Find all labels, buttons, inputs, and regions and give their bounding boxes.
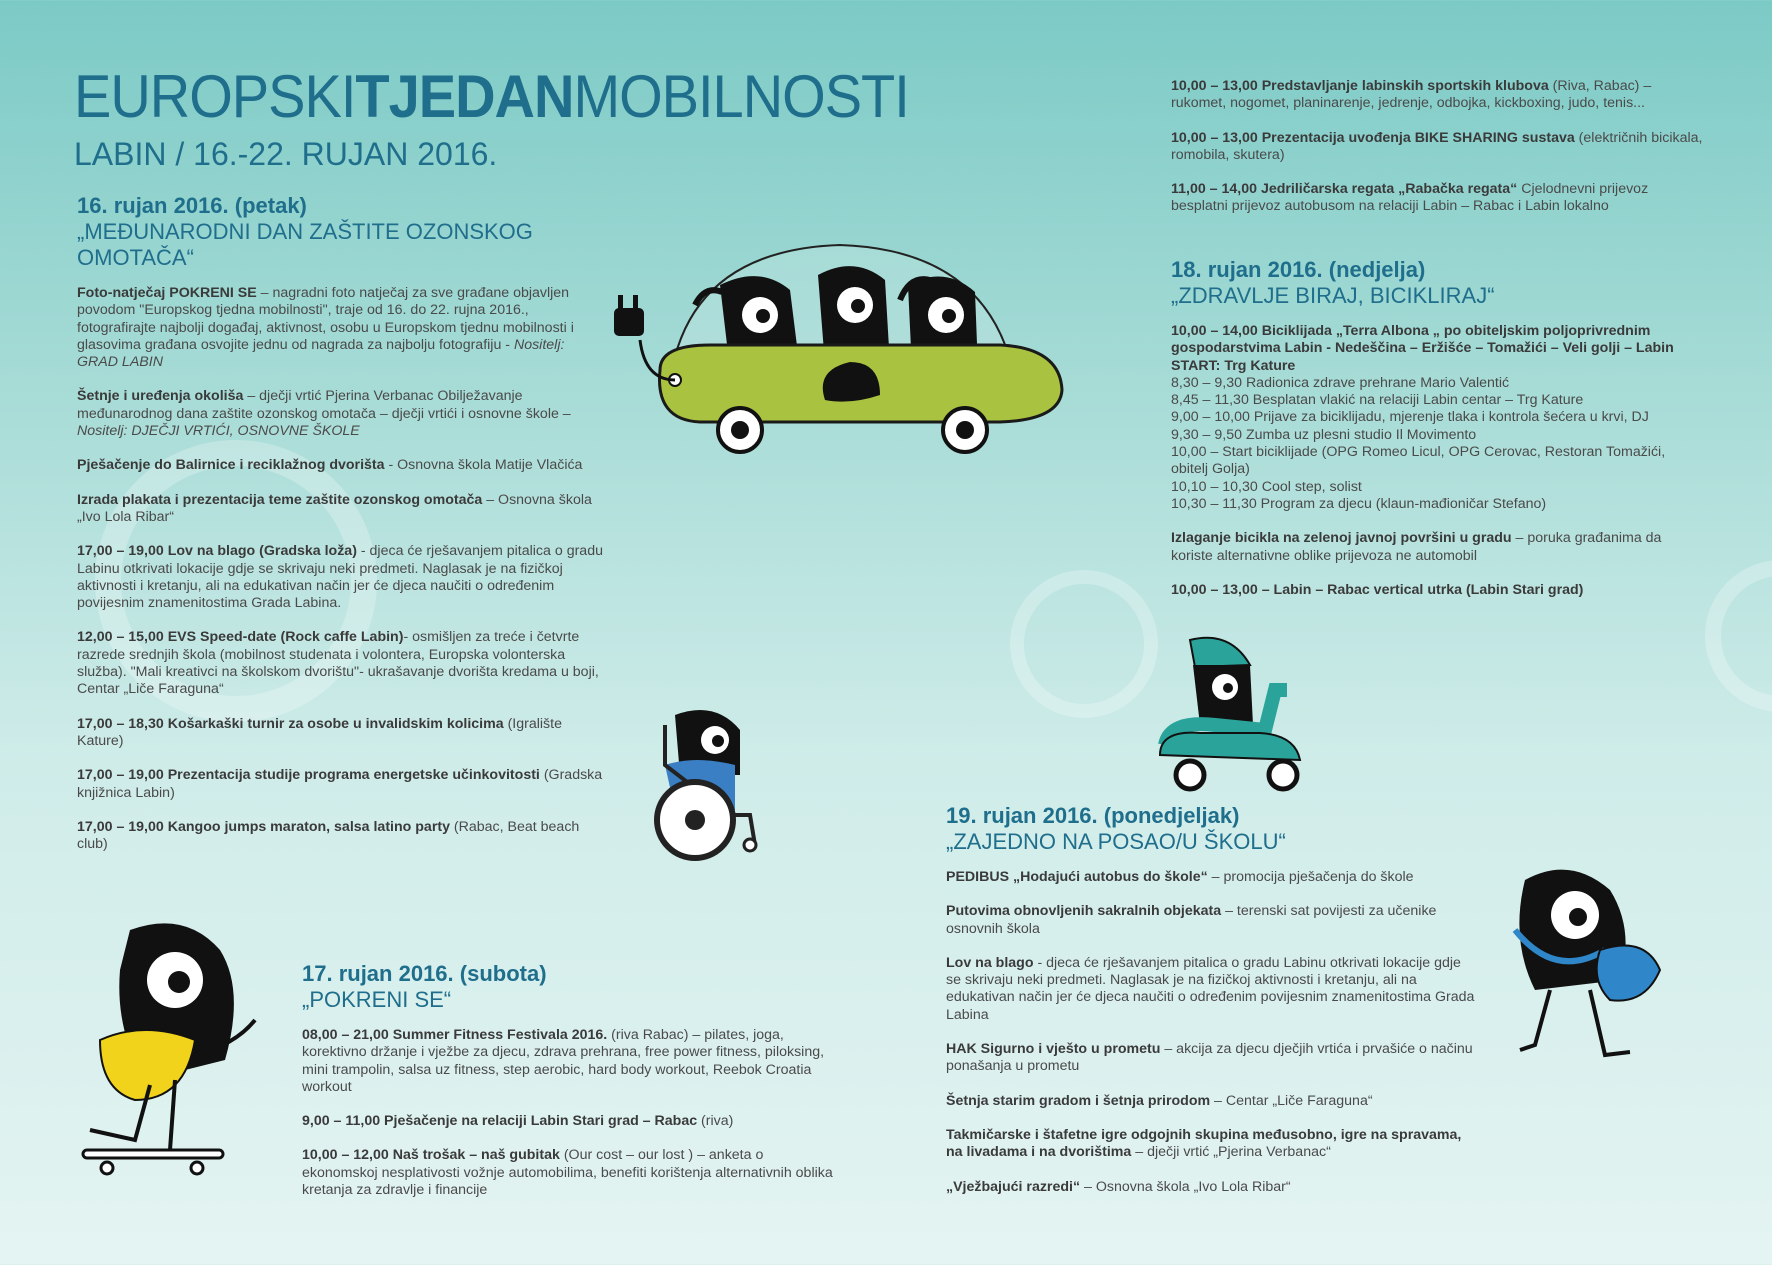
day17-item-text: (Our cost – our lost ) – anketa o ekonomskoj nesplativosti vožnje automobilima, benefiti korištenja alternativnih oblika kretanja za zdravlje i financije — [302, 1147, 833, 1199]
day16-item-text: - djeca će rješavanjem pitalica o gradu Labinu otkrivati lokacije gdje se skrivaju neki predmeti. Naglasak je na fizičkoj aktivnosti i kretanju, ali na edukativan način jer će djeca naučiti o određenim povijesnim znamenitostima Grada Labina. — [77, 543, 603, 612]
day16-list — [77, 285, 605, 853]
day17-date: 17. rujan 2016. (subota) — [302, 961, 547, 986]
day16-item — [77, 388, 605, 440]
day17-item-title: 08,00 – 21,00 Summer Fitness Festivala 2016. — [302, 1027, 608, 1043]
day16-item-title: Pješačenje do Balirnice i reciklažnog dvorišta — [77, 457, 385, 474]
day18-schedule-line: 8,45 – 11,30 Besplatan vlakić na relaciji Labin centar – Trg Kature — [1171, 392, 1584, 409]
day16-item — [77, 457, 605, 474]
day18-section — [1171, 257, 1703, 616]
day17-item-text: (riva Rabac) – pilates, joga, korektivno držanje i vježbe za djecu, zdrava prehrana, free power fitness, piloksing, mini trampolin, salsa uz fitness, step aerobic, hard body workout, Reebok Croatia workout — [302, 1027, 825, 1095]
day19-item — [946, 869, 1476, 886]
day16-item-organizer: Nositelj: GRAD LABIN — [77, 336, 565, 371]
day17-continued-item-text: Cjelodnevni prijevoz besplatni prijevoz autobusom na relaciji Labin – Rabac i Labin lokalno — [1171, 181, 1649, 215]
day19-item-title: Putovima obnovljenih sakralnih objekata — [946, 903, 1222, 920]
day19-item-text: - djeca će rješavanjem pitalica o gradu Labinu otkrivati lokacije gdje se skrivaju neki predmeti. Naglasak je na fizičkoj aktivnosti i kretanju, ali na edukativan način jer će djeca naučiti o određenim povijesnim znamenitostima Grada Labina — [946, 954, 1475, 1023]
gear-icon — [1705, 560, 1772, 712]
day16-theme: „MEĐUNARODNI DAN ZAŠTITE OZONSKOG OMOTAČA“ — [77, 219, 533, 270]
day16-item-title: 17,00 – 19,00 Kangoo jumps maraton, salsa latino party — [77, 818, 450, 835]
day17-continued-item — [1171, 130, 1703, 165]
day17-continued-list — [1171, 78, 1703, 216]
day18-theme: „ZDRAVLJE BIRAJ, BICIKLIRAJ“ — [1171, 283, 1495, 308]
day17-continued-item-title: 10,00 – 13,00 Predstavljanje labinskih sportskih klubova — [1171, 78, 1549, 94]
day16-item — [77, 629, 605, 698]
day18-item1-schedule — [1171, 375, 1665, 512]
day16-item-title: 17,00 – 19,00 Lov na blago (Gradska loža) — [77, 543, 357, 560]
scooter-character — [1155, 635, 1315, 795]
day19-item — [946, 955, 1476, 1024]
day17-theme: „POKRENI SE“ — [302, 987, 452, 1012]
skateboard-character — [75, 910, 275, 1185]
day17-section — [302, 961, 842, 1216]
day19-item — [946, 1179, 1476, 1196]
day16-item-title: 17,00 – 19,00 Prezentacija studije programa energetske učinkovitosti — [77, 767, 540, 784]
day19-list — [946, 869, 1476, 1196]
day16-item-text: – nagradni foto natječaj za sve građane objavljen povodom "Europskog tjedna mobilnosti", traje od 16. do 22. rujna 2016., fotografirajte najbolji događaj, aktivnost, osobu u Europskom tjednu mobilnosti i glasovima građana osvojite jednu od nagrada za najbolju fotografiju - — [77, 285, 574, 353]
day16-item-text: (Gradska knjižnica Labin) — [77, 767, 603, 801]
day16-item — [77, 492, 605, 527]
day17-item-title: 10,00 – 12,00 Naš trošak – naš gubitak — [302, 1147, 560, 1164]
page-title — [74, 61, 909, 130]
day19-item-title: Lov na blago — [946, 954, 1034, 971]
title-part-europski: EUROPSKI — [74, 61, 356, 130]
day18-schedule-line: 10,10 – 10,30 Cool step, solist — [1171, 478, 1362, 495]
day19-item — [946, 903, 1476, 938]
day17-item — [302, 1027, 842, 1096]
day17-item — [302, 1147, 842, 1199]
day18-item-izlaganje — [1171, 530, 1703, 565]
day17-item-text: (riva) — [697, 1113, 734, 1130]
day18-item2-text: – poruka građanima da koriste alternativne oblike prijevoza ne automobil — [1171, 530, 1662, 564]
day17-item — [302, 1113, 842, 1130]
day19-item-text: – terenski sat povijesti za učenike osnovnih škola — [946, 903, 1437, 937]
day17-item-title: 9,00 – 11,00 Pješačenje na relaciji Labin Stari grad – Rabac — [302, 1113, 698, 1130]
gear-icon — [1010, 570, 1158, 718]
day19-item-text: – Centar „Liče Faraguna“ — [1210, 1092, 1373, 1109]
title-part-mobilnosti: MOBILNOSTI — [573, 61, 909, 130]
day19-item-text: – Osnovna škola „Ivo Lola Ribar“ — [1080, 1178, 1291, 1195]
day17-continued-section — [1171, 78, 1703, 233]
day16-item-text: - Osnovna škola Matije Vlačića — [384, 457, 583, 474]
page-subtitle: LABIN / 16.-22. RUJAN 2016. — [74, 136, 498, 172]
day18-schedule-line: 8,30 – 9,30 Radionica zdrave prehrane Mario Valentić — [1171, 374, 1510, 391]
day16-item — [77, 767, 605, 802]
day19-item-title: Takmičarske i štafetne igre odgojnih skupina međusobno, igre na spravama, na livadama i na dvorištima — [946, 1126, 1462, 1161]
day16-item-text: – Osnovna škola „Ivo Lola Ribar“ — [77, 491, 592, 525]
electric-car-illustration — [600, 230, 1070, 470]
day16-item-title: Šetnje i uređenja okoliša — [77, 388, 244, 405]
day18-item1-title: 10,00 – 14,00 Biciklijada „Terra Albona „ po obiteljskim poljoprivrednim gospodarstvima Labin - Nedeščina – Eržišće – Tomažići – Veli golji – Labin — [1171, 323, 1674, 357]
day16-item — [77, 819, 605, 854]
day16-item-text: - osmišljen za treće i četvrte razrede srednjih škola (mobilnost studenata i volontera, Europska volonterska služba). "Mali kreativci na školskom dvorištu"- ukrašavanje dvorišta kredama u boji, Centar „Liče Faraguna“ — [77, 629, 599, 698]
day18-schedule-line: 9,30 – 9,50 Zumba uz plesni studio Il Movimento — [1171, 426, 1477, 443]
day16-item — [77, 285, 605, 371]
day18-date: 18. rujan 2016. (nedjelja) — [1171, 257, 1426, 282]
day17-continued-item — [1171, 78, 1703, 113]
day18-item1-start: START: Trg Kature — [1171, 357, 1296, 374]
day18-item-vertical — [1171, 582, 1703, 599]
day19-item — [946, 1127, 1476, 1162]
day17-continued-item-text: (električnih bicikala, romobila, skutera) — [1171, 129, 1703, 163]
day16-section — [77, 193, 605, 870]
day18-schedule-line: 10,30 – 11,30 Program za djecu (klaun-mađioničar Stefano) — [1171, 495, 1547, 512]
day18-item2-title: Izlaganje bicikla na zelenoj javnoj površini u gradu — [1171, 530, 1512, 547]
day17-continued-item-text: (Riva, Rabac) – rukomet, nogomet, planinarenje, jedrenje, odbojka, kickboxing, judo, tenis... — [1171, 78, 1652, 112]
wheelchair-character — [635, 705, 780, 865]
day19-date: 19. rujan 2016. (ponedjeljak) — [946, 803, 1240, 828]
day19-item-title: PEDIBUS „Hodajući autobus do škole“ — [946, 869, 1208, 885]
title-part-tjedan: TJEDAN — [355, 61, 574, 130]
day18-schedule-line: 10,00 – Start biciklijade (OPG Romeo Licul, OPG Cerovac, Restoran Tomažići, obitelj Golja) — [1171, 444, 1666, 478]
day18-item-biciklijada — [1171, 323, 1703, 513]
day19-item-title: „Vježbajući razredi“ — [946, 1178, 1081, 1195]
day18-item3-title: 10,00 – 13,00 – Labin – Rabac vertical utrka (Labin Stari grad) — [1171, 581, 1584, 598]
day16-item-organizer: Nositelj: DJEČJI VRTIĆI, OSNOVNE ŠKOLE — [77, 423, 360, 440]
day17-list — [302, 1027, 842, 1199]
day19-item-text: – dječji vrtić „Pjerina Verbanac“ — [1131, 1144, 1331, 1161]
day19-item — [946, 1093, 1476, 1110]
day18-schedule-line: 9,00 – 10,00 Prijave za biciklijadu, mjerenje tlaka i kontrola šećera u krvi, DJ — [1171, 409, 1649, 426]
day19-item — [946, 1041, 1476, 1076]
day19-section — [946, 803, 1476, 1213]
day16-item-text: (Rabac, Beat beach club) — [77, 818, 580, 853]
day16-item-title: 17,00 – 18,30 Košarkaški turnir za osobe u invalidskim kolicima — [77, 715, 504, 732]
day16-item — [77, 716, 605, 751]
day16-item-title: 12,00 – 15,00 EVS Speed-date (Rock caffe Labin) — [77, 629, 404, 646]
day16-item-title: Izrada plakata i prezentacija teme zaštite ozonskog omotača — [77, 491, 483, 508]
day17-continued-item — [1171, 181, 1703, 216]
walking-character — [1495, 860, 1670, 1070]
day16-item-title: Foto-natječaj POKRENI SE — [77, 285, 257, 301]
day19-theme: „ZAJEDNO NA POSAO/U ŠKOLU“ — [946, 829, 1286, 854]
day17-continued-item-title: 10,00 – 13,00 Prezentacija uvođenja BIKE SHARING sustava — [1171, 129, 1575, 146]
day19-item-title: Šetnja starim gradom i šetnja prirodom — [946, 1092, 1211, 1109]
day16-item-text: – dječji vrtić Pjerina Verbanac Obilježavanje međunarodnog dana zaštite ozonskog omotača – dječji vrtići i osnovne škole – — [77, 388, 571, 422]
day19-item-text: – promocija pješačenja do škole — [1207, 869, 1414, 885]
day16-item-text: (Igralište Kature) — [77, 715, 562, 749]
day19-item-title: HAK Sigurno i vješto u prometu — [946, 1041, 1161, 1058]
day19-item-text: – akcija za djecu dječjih vrtića i prvašiće o načinu ponašanja u prometu — [946, 1041, 1473, 1075]
day17-continued-item-title: 11,00 – 14,00 Jedriličarska regata „Rabačka regata“ — [1171, 181, 1518, 198]
day16-date: 16. rujan 2016. (petak) — [77, 193, 307, 218]
day16-item — [77, 543, 605, 612]
